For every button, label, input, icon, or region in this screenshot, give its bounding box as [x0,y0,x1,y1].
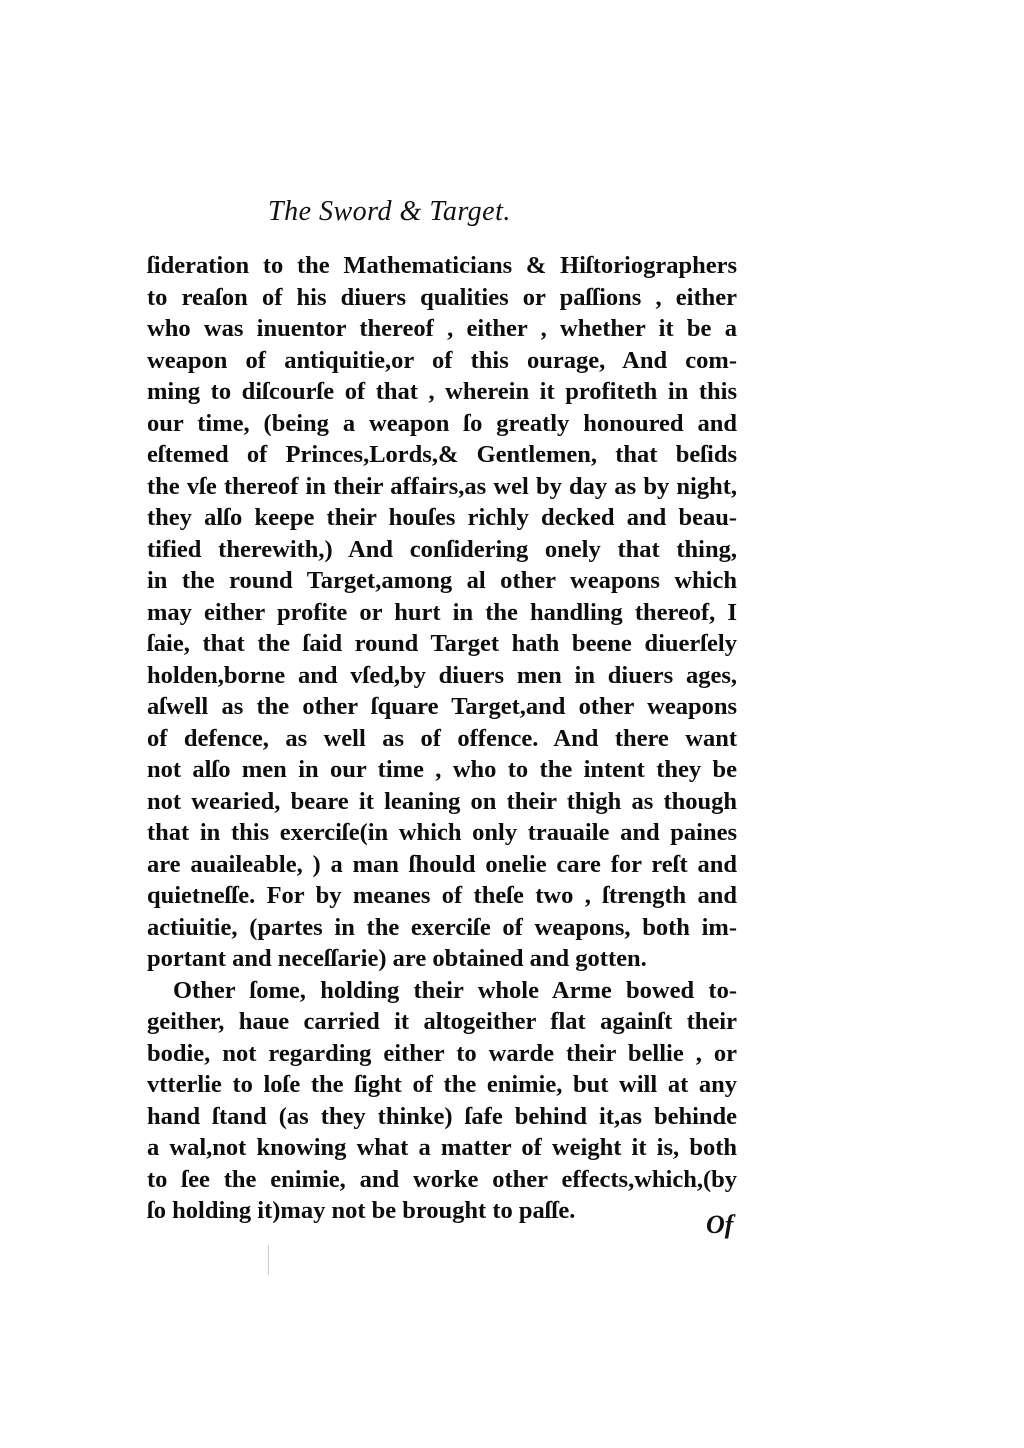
paragraph-start-line: Other ſome, holding their whole Arme bowed to- [173,976,737,1004]
text-line: they alſo keepe their houſes richly decked and beau- [147,504,737,531]
text-line: actiuitie, (partes in the exerciſe of weapons, both im- [147,913,737,941]
text-line: bodie, not regarding either to warde their bellie , or [147,1039,737,1067]
paragraph-end-line: portant and neceſſarie) are obtained and gotten. [147,945,647,972]
text-line: in the round Target,among al other weapons which [147,567,737,594]
text-line: who was inuentor thereof , either , whether it be a [147,315,737,342]
text-line: ming to diſcourſe of that , wherein it profiteth in this [147,378,737,405]
scan-artifact-divider [268,1245,269,1275]
text-line: a wal,not knowing what a matter of weight it is, both [147,1134,737,1161]
text-line: tified therewith,) And conſidering onely that thing, [147,535,737,563]
text-line: the vſe thereof in their affairs,as wel by day as by night, [147,472,737,500]
text-line: of defence, as well as of offence. And there want [147,724,737,752]
text-line: to ſee the enimie, and worke other effects,which,(by [147,1165,737,1193]
text-line: geither, haue carried it altogeither flat againſt their [147,1008,737,1035]
text-line: to reaſon of his diuers qualities or paſſions , either [147,283,737,311]
text-line: may either profite or hurt in the handling thereof, I [147,598,737,626]
text-line: hand ſtand (as they thinke) ſafe behind it,as behinde [147,1102,737,1130]
catchword: Of [706,1210,734,1239]
running-head: The Sword & Target. [268,196,511,227]
text-line: weapon of antiquitie,or of this ourage, And com- [147,346,737,374]
body-text [147,250,737,1227]
text-line: our time, (being a weapon ſo greatly honoured and [147,409,737,437]
paragraph-end-line: ſo holding it)may not be brought to paſſe. [147,1197,576,1224]
text-line: aſwell as the other ſquare Target,and other weapons [147,693,737,720]
text-line: ſideration to the Mathematicians & Hiſtoriographers [147,252,737,279]
text-line: not wearied, beare it leaning on their thigh as though [147,787,737,815]
text-line: holden,borne and vſed,by diuers men in diuers ages, [147,661,737,689]
text-line: ſaie, that the ſaid round Target hath beene diuerſely [147,630,737,657]
text-line: quietneſſe. For by meanes of theſe two , ſtrength and [147,882,737,909]
text-line: not alſo men in our time , who to the intent they be [147,756,737,783]
text-line: that in this exerciſe(in which only trauaile and paines [147,819,737,846]
text-line: vtterlie to loſe the ſight of the enimie, but will at any [147,1071,737,1098]
text-line: eſtemed of Princes,Lords,& Gentlemen, that beſids [147,441,737,468]
text-line: are auaileable, ) a man ſhould onelie care for reſt and [147,850,737,878]
